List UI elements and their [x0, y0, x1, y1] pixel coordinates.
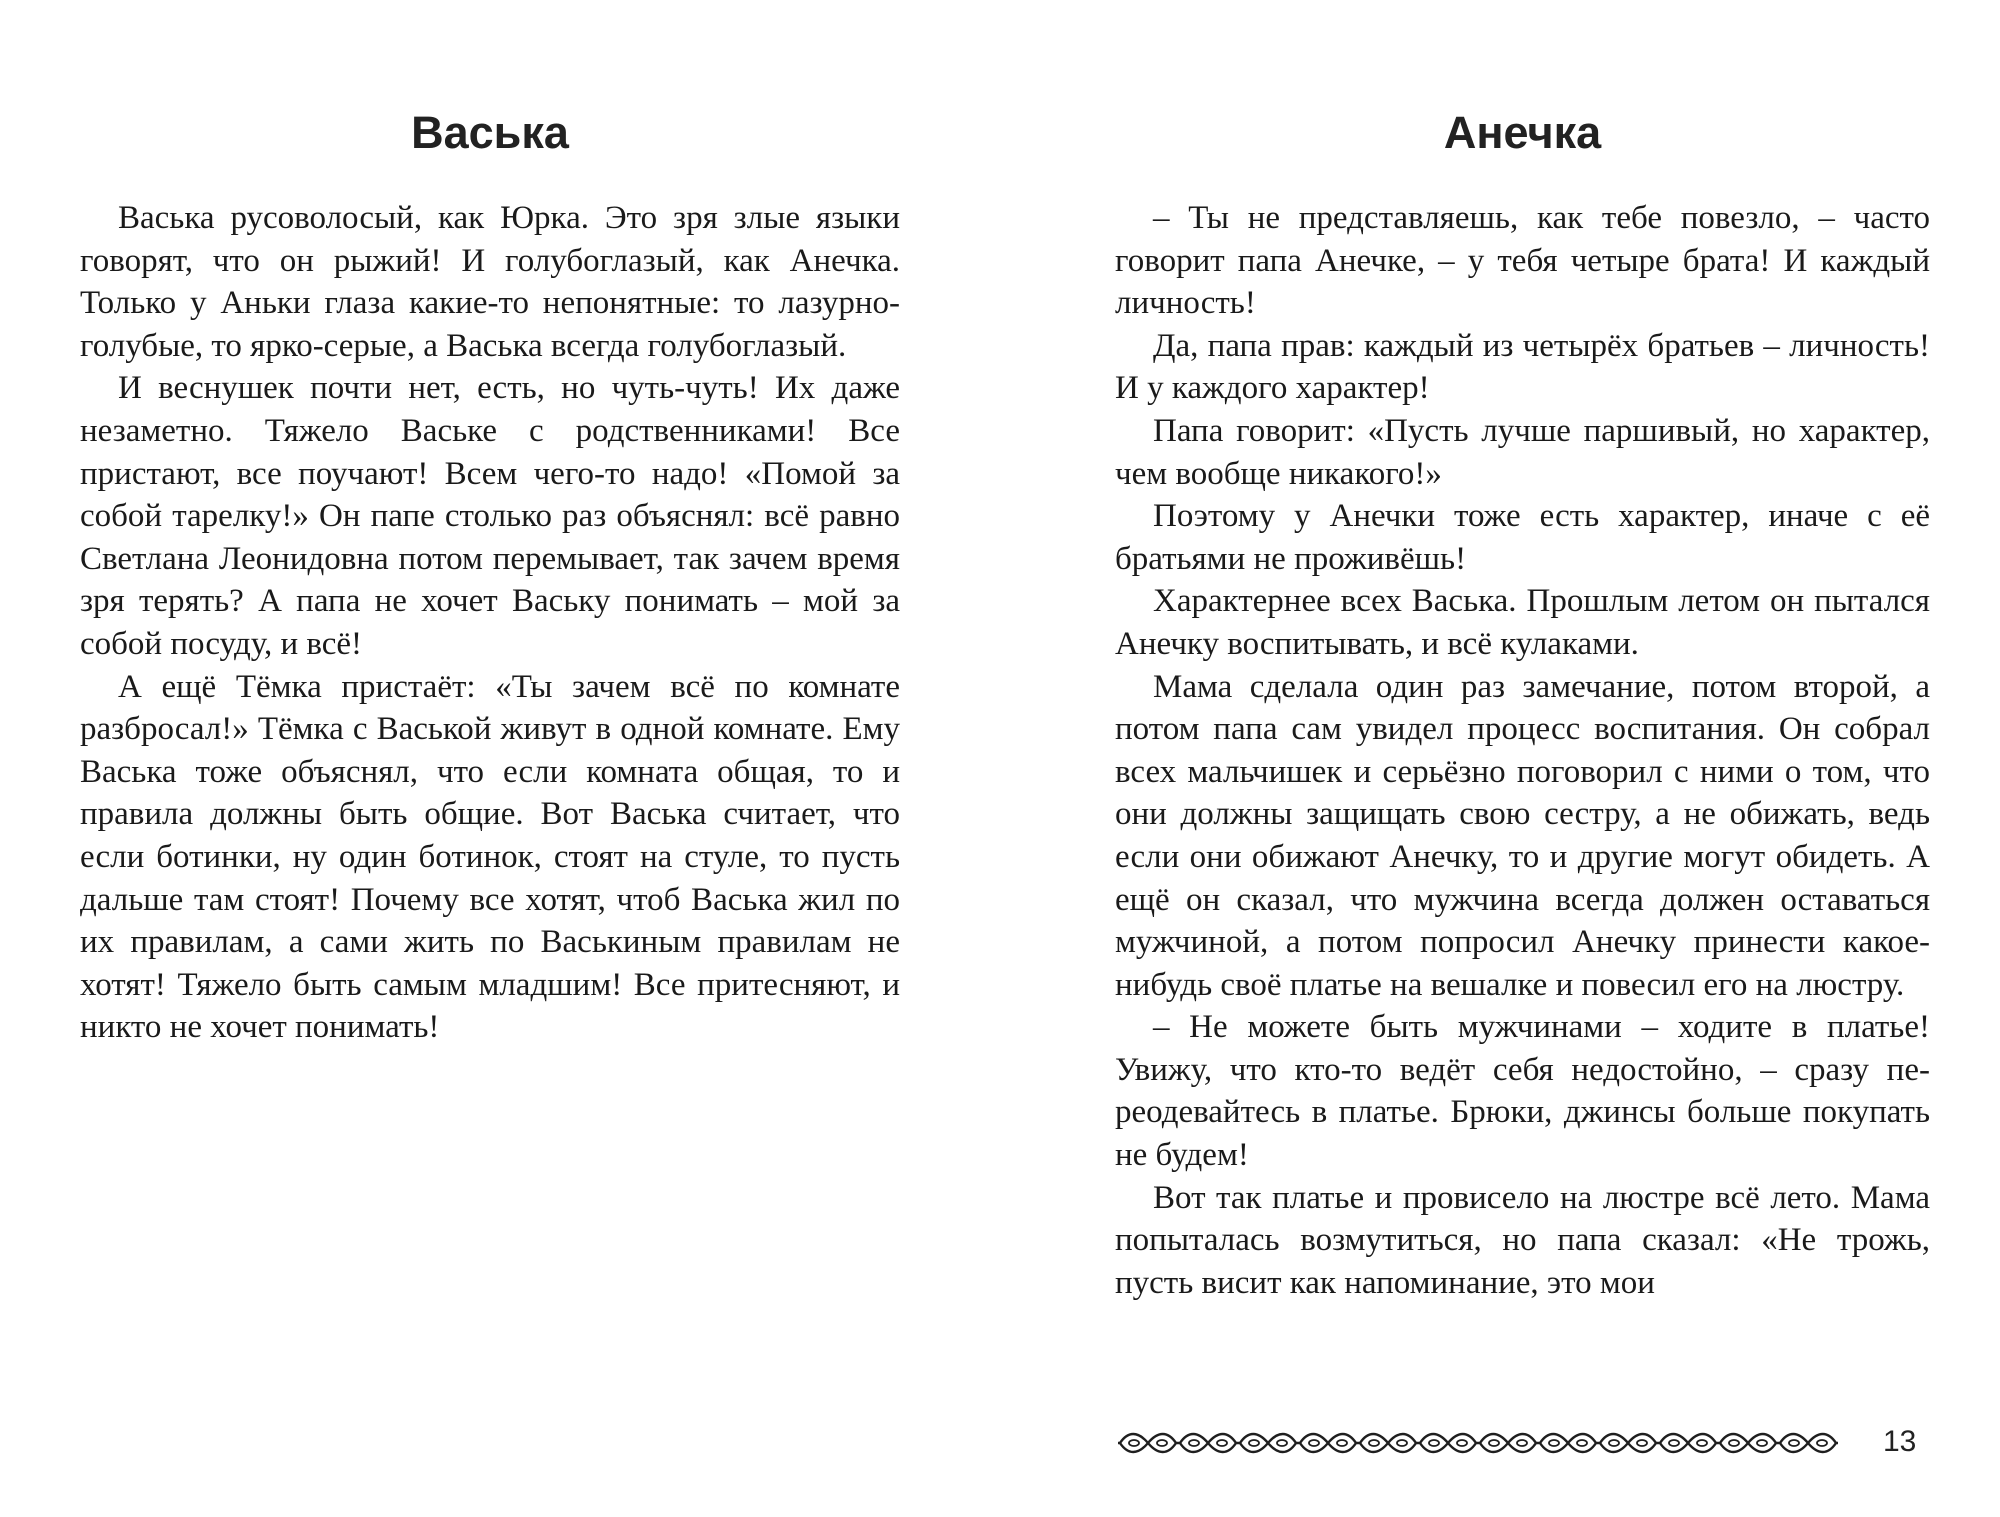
paragraph: Папа говорит: «Пусть лучше паршивый, но характер, чем вообще никакого!» [1115, 412, 1930, 492]
paragraph: Характернее всех Васька. Прошлым летом он пытался Анечку воспитывать, и всё кулаками. [1115, 583, 1930, 662]
right-page-text [1115, 197, 1930, 1304]
paragraph: Да, папа прав: каждый из четырёх братьев – личность! И у каждого характер! [1115, 327, 1930, 407]
paragraph: А ещё Тёмка пристаёт: «Ты зачем всё по комнате разбросал!» Тёмка с Васькой живут в одной комнате. Ему Васька тоже объяснял, что если комната общая, то и правила должны быть общие. Вот Васька считает, что если ботинки, ну один ботинок, стоят на стуле, то пусть дальше там стоят! Почему все хотят, чтоб Васька жил по их правилам, а сами жить по Васькиным правилам не хотят! Тяжело быть самым младшим! Все притесняют, и никто не хочет понимать! [80, 668, 900, 1046]
paragraph: Мама сделала один раз замечание, потом второй, а потом папа сам увидел процесс воспитания. Он собрал всех мальчишек и серьёзно поговорил с ними о том, что они должны защищать свою сестру, а не обижать, ведь если они обижают Анечку, то и другие могут обидеть. А ещё он сказал, что мужчина всегда должен оставаться мужчиной, а потом попросил Анечку принести какое-нибудь своё платье на вешалке и повесил его на люстру. [1115, 668, 1930, 1003]
paragraph: Васька русоволосый, как Юрка. Это зря злые языки говорят, что он рыжий! И голубоглазый, как Анечка. Только у Аньки глаза какие-то непонятные: то лазурно-голубые, то ярко-серые, а Васька всегда голубоглазый. [80, 200, 900, 364]
paragraph: – Ты не представляешь, как тебе повезло, – часто говорит папа Анечке, – у тебя четыре брата! И каждый личность! [1115, 200, 1930, 322]
paragraph: Поэтому у Анечки тоже есть характер, иначе с её братьями не проживёшь! [1115, 498, 1930, 577]
right-page-title: Анечка [1443, 107, 1602, 158]
paragraph: – Не можете быть мужчинами – ходите в платье! Увижу, что кто-то ведёт себя недостойно, – сразу переодевайтесь в платье. Брюки, джинсы больше покупать не будем! [1115, 1009, 1930, 1174]
paragraph: Вот так платье и провисело на люстре всё лето. Мама попыталась возмутиться, но папа сказал: «Не трожь, пусть висит как напоминание, это мои [1115, 1179, 1930, 1301]
left-page [80, 0, 900, 1517]
page-number: 13 [1883, 1425, 1917, 1458]
paragraph: И веснушек почти нет, есть, но чуть-чуть! Их даже незаметно. Тяжело Ваське с родственниками! Все пристают, все поучают! Всем чего-то надо! «Помой за собой тарелку!» Он папе столько раз объяснял: всё равно Светлана Леонидовна потом перемывает, так зачем время зря терять? А папа не хочет Ваську понимать – мой за собой посуду, и всё! [80, 370, 900, 662]
left-page-title: Васька [411, 107, 569, 158]
footer-ornament [1118, 1425, 1848, 1461]
right-page [1115, 0, 1930, 1517]
decorative-knot-border-icon [1118, 1425, 1848, 1461]
left-page-text [80, 197, 900, 1049]
